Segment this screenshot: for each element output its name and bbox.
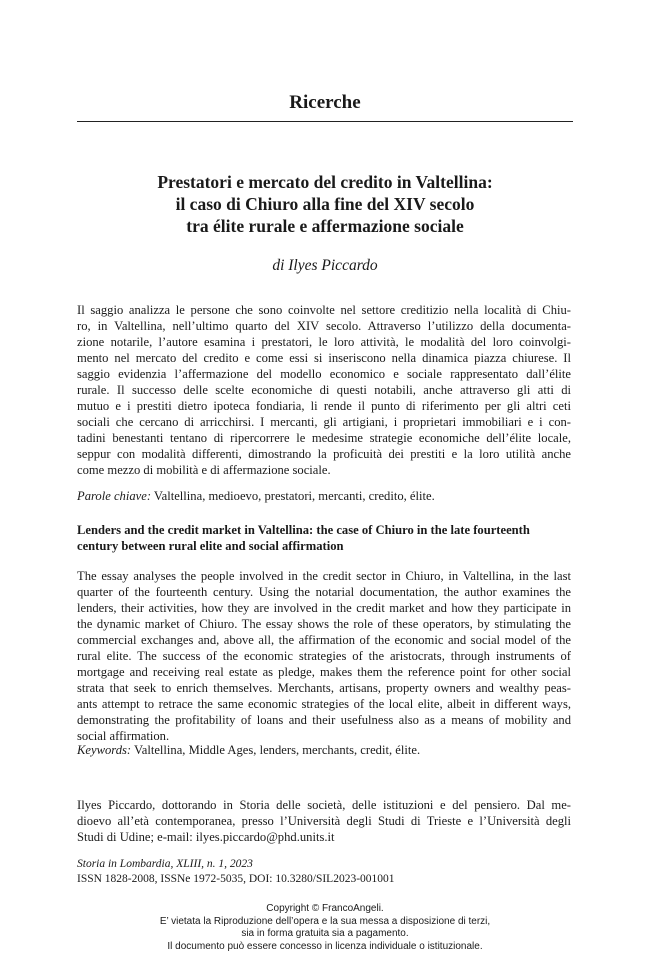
article-title-line: il caso di Chiuro alla fine del XIV secolo bbox=[175, 194, 475, 214]
copyright-line: Il documento può essere concesso in licenza individuale o istituzionale. bbox=[167, 940, 483, 952]
abstract-line: lenders, their activities, how they are involved in the credit market and how they participate in bbox=[77, 601, 571, 615]
abstract-line: the dynamic market of Chiuro. The essay shows the role of these operators, by stimulating the bbox=[77, 617, 571, 631]
article-title-line: Prestatori e mercato del credito in Valtellina: bbox=[157, 172, 493, 192]
keywords-italian bbox=[77, 489, 435, 504]
journal-citation: Storia in Lombardia, XLIII, n. 1, 2023 bbox=[77, 858, 253, 870]
keywords-label: Keywords: bbox=[77, 743, 132, 757]
abstract-line: The essay analyses the people involved in the credit sector in Chiuro, in Valtellina, in the last bbox=[77, 569, 571, 583]
journal-identifiers: ISSN 1828-2008, ISSNe 1972-5035, DOI: 10.3280/SIL2023-001001 bbox=[77, 873, 395, 885]
abstract-line: mortgage and receiving real estate as pledge, makes them the reference point for other social bbox=[77, 665, 571, 679]
copyright-line: E’ vietata la Riproduzione dell’opera e la sua messa a disposizione di terzi, bbox=[159, 915, 491, 927]
keywords-english bbox=[77, 743, 420, 758]
abstract-line: saggio evidenzia l’affermazione del modello economico e sociale rappresentato dall’élite bbox=[77, 367, 571, 381]
abstract-english bbox=[77, 568, 571, 744]
abstract-line: tadini benestanti tentano di ripercorrere le medesime strategie economiche dell’élite locale, bbox=[77, 431, 571, 445]
abstract-line: social affirmation. bbox=[77, 729, 170, 743]
abstract-line: strata that seek to enrich themselves. Merchants, artisans, property owners and wealthy peas- bbox=[77, 681, 571, 695]
abstract-line: commercial exchanges and, above all, the affirmation of the economic and social model of the bbox=[77, 633, 571, 647]
abstract-line: Il saggio analizza le persone che sono coinvolte nel settore creditizio nella località di Chiu- bbox=[77, 303, 571, 317]
english-title-line: Lenders and the credit market in Valtellina: the case of Chiuro in the late fourteenth bbox=[77, 523, 530, 537]
keywords-list: Valtellina, medioevo, prestatori, mercanti, credito, élite. bbox=[151, 489, 435, 503]
section-title: Ricerche bbox=[289, 92, 361, 113]
keywords-label: Parole chiave: bbox=[77, 489, 152, 503]
abstract-line: seppur con modalità differenti, dimostrando la proficuità dei prestiti e la loro utilità anche bbox=[77, 447, 571, 461]
author-byline: di Ilyes Piccardo bbox=[272, 257, 378, 274]
abstract-line: sociali che cercano di arricchirsi. I mercanti, gli artigiani, i proprietari immobiliari e i con- bbox=[77, 415, 571, 429]
copyright-line: sia in forma gratuita sia a pagamento. bbox=[241, 928, 409, 939]
author-note-line: Ilyes Piccardo, dottorando in Storia delle società, delle istituzioni e del pensiero. Dal me- bbox=[77, 798, 571, 812]
author-note bbox=[77, 797, 571, 845]
english-title bbox=[77, 522, 571, 554]
article-title-line: tra élite rurale e affermazione sociale bbox=[186, 216, 464, 236]
article-title bbox=[0, 171, 650, 237]
abstract-line: mutuo e i prestiti dietro ipoteca fondiaria, li rende il punto di riferimento per gli altri ceti bbox=[77, 399, 571, 413]
abstract-line: mento nel mercato del credito e come essi si inseriscono nella dinamica piazza chiurese. Il bbox=[77, 351, 571, 365]
abstract-line: rural elite. The success of the economic strategies of the aristocrats, through instruments of bbox=[77, 649, 571, 663]
copyright-line: Copyright © FrancoAngeli. bbox=[266, 903, 384, 914]
copyright-notice bbox=[0, 903, 650, 953]
author-note-line: Studi di Udine; e-mail: ilyes.piccardo@phd.units.it bbox=[77, 830, 335, 844]
keywords-list: Valtellina, Middle Ages, lenders, merchants, credit, élite. bbox=[131, 743, 421, 757]
abstract-line: demonstrating the profitability of loans and their usefulness also as a means of mobility and bbox=[77, 713, 571, 727]
abstract-line: zione notarile, l’autore esamina i prestatori, le loro attività, le modalità del loro coinvolgi- bbox=[77, 335, 571, 349]
abstract-line: quarter of the fourteenth century. Using the notarial documentation, the author examines the bbox=[77, 585, 571, 599]
section-divider bbox=[77, 121, 573, 122]
abstract-line: come mezzo di mobilità e di affermazione sociale. bbox=[77, 463, 331, 477]
abstract-line: ro, in Valtellina, nell’ultimo quarto del XIV secolo. Attraverso l’utilizzo della documenta- bbox=[77, 319, 571, 333]
abstract-line: ants attempt to retrace the same economic strategies of the local elite, albeit in different ways, bbox=[77, 697, 571, 711]
abstract-italian bbox=[77, 302, 571, 478]
author-note-line: dioevo all’età contemporanea, presso l’Università degli Studi di Trieste e l’Università degli bbox=[77, 814, 571, 828]
abstract-line: rurale. Il successo delle scelte economiche di questi notabili, anche attraverso gli atti di bbox=[77, 383, 571, 397]
english-title-line: century between rural elite and social affirmation bbox=[77, 539, 344, 553]
